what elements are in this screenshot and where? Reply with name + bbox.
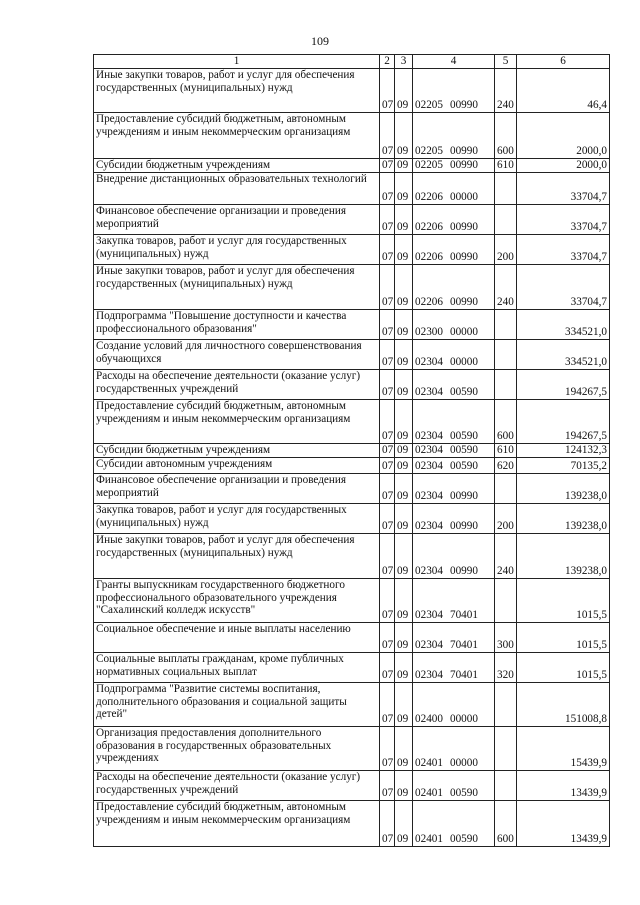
row-expense-type: 200 <box>495 504 517 534</box>
row-subsection: 09 <box>395 205 413 235</box>
row-subsection: 09 <box>395 235 413 265</box>
row-amount: 13439,9 <box>517 801 610 847</box>
row-subsection: 09 <box>395 683 413 727</box>
table-row <box>94 771 610 801</box>
row-subsection: 09 <box>395 310 413 340</box>
row-section: 07 <box>380 235 395 265</box>
row-target-code <box>413 310 495 340</box>
row-subsection: 09 <box>395 623 413 653</box>
row-amount: 124132,3 <box>517 444 610 458</box>
row-name: Социальное обеспечение и иные выплаты населению <box>94 623 380 653</box>
row-expense-type <box>495 579 517 623</box>
row-target-code-program: 02300 <box>415 326 443 339</box>
row-amount: 2000,0 <box>517 113 610 159</box>
row-name: Закупка товаров, работ и услуг для государственных (муниципальных) нужд <box>94 235 380 265</box>
row-target-code-direction: 00590 <box>449 787 478 800</box>
row-subsection: 09 <box>395 159 413 173</box>
row-name: Предоставление субсидий бюджетным, автономным учреждениям и иным некоммерческим организациям <box>94 400 380 444</box>
row-name: Организация предоставления дополнительного образования в государственных образовательных учреждениях <box>94 727 380 771</box>
row-amount: 1015,5 <box>517 623 610 653</box>
row-target-code <box>413 683 495 727</box>
table-row <box>94 727 610 771</box>
row-name: Субсидии бюджетным учреждениям <box>94 159 380 173</box>
row-name: Гранты выпускникам государственного бюджетного профессионального образовательного учреждения "Сахалинский колледж искусств" <box>94 579 380 623</box>
table-row <box>94 235 610 265</box>
row-name: Предоставление субсидий бюджетным, автономным учреждениям и иным некоммерческим организациям <box>94 113 380 159</box>
row-amount: 13439,9 <box>517 771 610 801</box>
row-amount: 33704,7 <box>517 205 610 235</box>
table-row <box>94 265 610 310</box>
row-name: Финансовое обеспечение организации и проведения мероприятий <box>94 205 380 235</box>
row-section: 07 <box>380 653 395 683</box>
row-target-code-direction: 70401 <box>449 609 478 622</box>
row-amount: 139238,0 <box>517 474 610 504</box>
row-name: Социальные выплаты гражданам, кроме публичных нормативных социальных выплат <box>94 653 380 683</box>
row-expense-type <box>495 310 517 340</box>
row-amount: 151008,8 <box>517 683 610 727</box>
row-subsection: 09 <box>395 801 413 847</box>
row-target-code-direction: 00990 <box>449 221 478 234</box>
header-col-amount: 6 <box>517 55 610 69</box>
row-subsection: 09 <box>395 534 413 579</box>
row-target-code-direction: 00590 <box>449 430 478 443</box>
row-subsection: 09 <box>395 771 413 801</box>
row-name: Иные закупки товаров, работ и услуг для обеспечения государственных (муниципальных) нужд <box>94 69 380 113</box>
row-subsection: 09 <box>395 265 413 310</box>
row-target-code-program: 02304 <box>415 490 443 503</box>
row-expense-type: 600 <box>495 113 517 159</box>
row-target-code <box>413 340 495 370</box>
row-target-code-program: 02206 <box>415 296 443 309</box>
row-target-code <box>413 474 495 504</box>
row-amount: 46,4 <box>517 69 610 113</box>
row-subsection: 09 <box>395 474 413 504</box>
row-amount: 334521,0 <box>517 340 610 370</box>
row-expense-type: 610 <box>495 444 517 458</box>
row-target-code-program: 02206 <box>415 191 443 204</box>
header-col-expense-type: 5 <box>495 55 517 69</box>
row-target-code-direction: 00990 <box>449 490 478 503</box>
row-target-code <box>413 265 495 310</box>
table-row <box>94 400 610 444</box>
row-name: Закупка товаров, работ и услуг для государственных (муниципальных) нужд <box>94 504 380 534</box>
row-target-code-direction: 00000 <box>449 191 478 204</box>
row-amount: 70135,2 <box>517 458 610 474</box>
row-section: 07 <box>380 727 395 771</box>
row-target-code <box>413 801 495 847</box>
row-amount: 194267,5 <box>517 370 610 400</box>
row-target-code-direction: 00990 <box>449 520 478 533</box>
row-expense-type <box>495 173 517 205</box>
row-expense-type <box>495 205 517 235</box>
row-target-code-program: 02401 <box>415 757 443 770</box>
table-row <box>94 801 610 847</box>
row-section: 07 <box>380 69 395 113</box>
row-target-code <box>413 653 495 683</box>
row-expense-type: 240 <box>495 534 517 579</box>
row-name: Подпрограмма "Развитие системы воспитания, дополнительного образования и социальной защиты детей" <box>94 683 380 727</box>
row-subsection: 09 <box>395 444 413 458</box>
row-name: Предоставление субсидий бюджетным, автономным учреждениям и иным некоммерческим организациям <box>94 801 380 847</box>
row-name: Создание условий для личностного совершенствования обучающихся <box>94 340 380 370</box>
row-target-code <box>413 727 495 771</box>
row-expense-type: 240 <box>495 69 517 113</box>
row-expense-type: 200 <box>495 235 517 265</box>
row-expense-type <box>495 370 517 400</box>
row-name: Расходы на обеспечение деятельности (оказание услуг) государственных учреждений <box>94 771 380 801</box>
row-section: 07 <box>380 310 395 340</box>
row-section: 07 <box>380 771 395 801</box>
table-row <box>94 534 610 579</box>
row-target-code-program: 02304 <box>415 386 443 399</box>
row-target-code-program: 02205 <box>415 99 443 112</box>
row-section: 07 <box>380 623 395 653</box>
table-row <box>94 623 610 653</box>
row-subsection: 09 <box>395 504 413 534</box>
row-section: 07 <box>380 173 395 205</box>
row-expense-type: 600 <box>495 400 517 444</box>
row-section: 07 <box>380 444 395 458</box>
table-row <box>94 504 610 534</box>
table-row <box>94 173 610 205</box>
row-target-code-direction: 00590 <box>449 833 478 846</box>
row-expense-type <box>495 474 517 504</box>
row-target-code-direction: 00590 <box>449 444 478 457</box>
row-amount: 2000,0 <box>517 159 610 173</box>
row-target-code <box>413 623 495 653</box>
row-amount: 1015,5 <box>517 653 610 683</box>
row-name: Подпрограмма "Повышение доступности и качества профессионального образования" <box>94 310 380 340</box>
row-amount: 1015,5 <box>517 579 610 623</box>
row-section: 07 <box>380 205 395 235</box>
row-section: 07 <box>380 474 395 504</box>
row-expense-type <box>495 771 517 801</box>
row-target-code-direction: 00990 <box>449 145 478 158</box>
row-target-code-program: 02304 <box>415 520 443 533</box>
row-expense-type <box>495 683 517 727</box>
row-expense-type: 600 <box>495 801 517 847</box>
row-target-code-direction: 00000 <box>449 713 478 726</box>
table-row <box>94 113 610 159</box>
row-target-code-program: 02205 <box>415 145 443 158</box>
row-amount: 33704,7 <box>517 173 610 205</box>
table-row <box>94 310 610 340</box>
row-name: Внедрение дистанционных образовательных технологий <box>94 173 380 205</box>
row-amount: 139238,0 <box>517 534 610 579</box>
table-row <box>94 205 610 235</box>
budget-table <box>93 54 610 847</box>
row-subsection: 09 <box>395 370 413 400</box>
row-target-code <box>413 159 495 173</box>
row-section: 07 <box>380 159 395 173</box>
row-target-code-direction: 00990 <box>449 99 478 112</box>
row-section: 07 <box>380 370 395 400</box>
table-row <box>94 474 610 504</box>
row-target-code <box>413 504 495 534</box>
row-subsection: 09 <box>395 113 413 159</box>
row-name: Финансовое обеспечение организации и проведения мероприятий <box>94 474 380 504</box>
row-section: 07 <box>380 683 395 727</box>
row-target-code-program: 02401 <box>415 833 443 846</box>
row-name: Иные закупки товаров, работ и услуг для обеспечения государственных (муниципальных) нужд <box>94 265 380 310</box>
row-target-code-direction: 00000 <box>449 326 478 339</box>
row-target-code <box>413 370 495 400</box>
row-target-code-program: 02304 <box>415 430 443 443</box>
table-row <box>94 444 610 458</box>
table-row <box>94 579 610 623</box>
row-section: 07 <box>380 340 395 370</box>
row-expense-type: 620 <box>495 458 517 474</box>
row-section: 07 <box>380 265 395 310</box>
row-target-code <box>413 458 495 474</box>
table-row <box>94 458 610 474</box>
row-target-code <box>413 205 495 235</box>
row-subsection: 09 <box>395 653 413 683</box>
header-col-subsection: 3 <box>395 55 413 69</box>
row-target-code-program: 02304 <box>415 639 443 652</box>
row-expense-type: 240 <box>495 265 517 310</box>
row-expense-type <box>495 340 517 370</box>
row-target-code <box>413 173 495 205</box>
row-target-code <box>413 235 495 265</box>
row-target-code-program: 02304 <box>415 565 443 578</box>
row-amount: 33704,7 <box>517 235 610 265</box>
table-row <box>94 340 610 370</box>
row-expense-type: 300 <box>495 623 517 653</box>
row-target-code-direction: 00590 <box>449 460 478 473</box>
row-target-code-direction: 00990 <box>449 296 478 309</box>
row-subsection: 09 <box>395 69 413 113</box>
table-row <box>94 683 610 727</box>
row-subsection: 09 <box>395 727 413 771</box>
row-target-code <box>413 534 495 579</box>
row-target-code-direction: 70401 <box>449 669 478 682</box>
row-subsection: 09 <box>395 579 413 623</box>
row-target-code-direction: 00000 <box>449 757 478 770</box>
row-target-code-program: 02205 <box>415 159 443 172</box>
row-name: Субсидии бюджетным учреждениям <box>94 444 380 458</box>
row-target-code <box>413 444 495 458</box>
row-section: 07 <box>380 400 395 444</box>
row-expense-type: 610 <box>495 159 517 173</box>
row-amount: 15439,9 <box>517 727 610 771</box>
table-row <box>94 653 610 683</box>
row-target-code-program: 02304 <box>415 460 443 473</box>
row-section: 07 <box>380 801 395 847</box>
row-subsection: 09 <box>395 458 413 474</box>
row-subsection: 09 <box>395 340 413 370</box>
header-col-target-code: 4 <box>413 55 495 69</box>
row-amount: 334521,0 <box>517 310 610 340</box>
row-section: 07 <box>380 458 395 474</box>
row-target-code-program: 02304 <box>415 444 443 457</box>
page-number: 109 <box>311 34 329 48</box>
row-target-code <box>413 771 495 801</box>
row-amount: 33704,7 <box>517 265 610 310</box>
table-row <box>94 69 610 113</box>
row-target-code-program: 02206 <box>415 221 443 234</box>
row-section: 07 <box>380 113 395 159</box>
row-section: 07 <box>380 504 395 534</box>
row-subsection: 09 <box>395 400 413 444</box>
row-expense-type: 320 <box>495 653 517 683</box>
row-target-code-program: 02304 <box>415 609 443 622</box>
row-amount: 139238,0 <box>517 504 610 534</box>
row-target-code-direction: 00990 <box>449 565 478 578</box>
row-target-code-direction: 70401 <box>449 639 478 652</box>
row-target-code-direction: 00990 <box>449 251 478 264</box>
table-row <box>94 159 610 173</box>
row-name: Расходы на обеспечение деятельности (оказание услуг) государственных учреждений <box>94 370 380 400</box>
row-target-code-direction: 00000 <box>449 356 478 369</box>
row-name: Субсидии автономным учреждениям <box>94 458 380 474</box>
header-col-name: 1 <box>94 55 380 69</box>
row-section: 07 <box>380 579 395 623</box>
row-target-code-direction: 00590 <box>449 386 478 399</box>
row-subsection: 09 <box>395 173 413 205</box>
row-target-code <box>413 579 495 623</box>
row-target-code-program: 02304 <box>415 356 443 369</box>
row-target-code-direction: 00990 <box>449 159 478 172</box>
header-col-section: 2 <box>380 55 395 69</box>
row-target-code-program: 02304 <box>415 669 443 682</box>
table-row <box>94 370 610 400</box>
row-target-code-program: 02400 <box>415 713 443 726</box>
row-target-code <box>413 400 495 444</box>
table-header-row <box>94 55 610 69</box>
row-section: 07 <box>380 534 395 579</box>
row-name: Иные закупки товаров, работ и услуг для обеспечения государственных (муниципальных) нужд <box>94 534 380 579</box>
row-target-code <box>413 113 495 159</box>
row-target-code-program: 02206 <box>415 251 443 264</box>
row-target-code <box>413 69 495 113</box>
row-target-code-program: 02401 <box>415 787 443 800</box>
row-amount: 194267,5 <box>517 400 610 444</box>
row-expense-type <box>495 727 517 771</box>
